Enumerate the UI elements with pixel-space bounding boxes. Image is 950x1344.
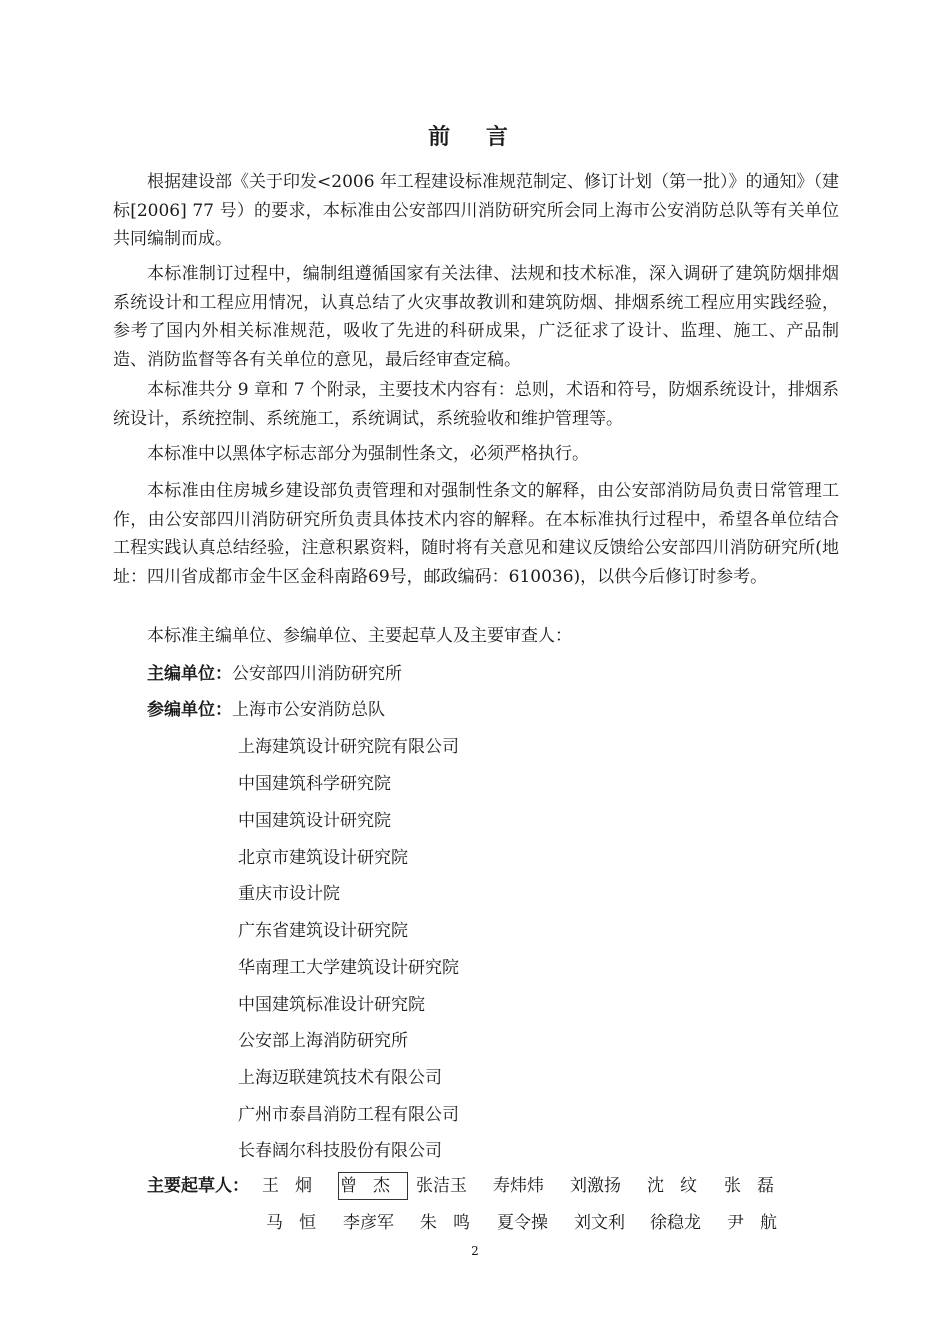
drafter-name: 寿炜炜 bbox=[493, 1176, 544, 1196]
participant-unit: 北京市建筑设计研究院 bbox=[238, 848, 408, 868]
drafter-name: 徐稳龙 bbox=[650, 1213, 701, 1233]
drafter-name: 刘文利 bbox=[574, 1213, 625, 1233]
paragraph-text: 本标准共分 9 章和 7 个附录，主要技术内容有：总则，术语和符号，防烟系统设计，排烟系统设计，系统控制、系统施工，系统调试，系统验收和维护管理等。 bbox=[113, 380, 839, 429]
participant-unit: 广东省建筑设计研究院 bbox=[238, 921, 408, 941]
participants-row bbox=[147, 698, 385, 722]
participant-unit: 华南理工大学建筑设计研究院 bbox=[238, 958, 459, 978]
participant-unit: 中国建筑科学研究院 bbox=[238, 774, 391, 794]
paragraph-text: 根据建设部《关于印发<2006 年工程建设标准规范制定、修订计划（第一批）》的通知》（建标[2006] 77 号）的要求，本标准由公安部四川消防研究所会同上海市公安消防总队等有关单位共同编制而成。 bbox=[113, 172, 839, 250]
paragraph-5 bbox=[113, 477, 839, 592]
participant-unit: 长春阔尔科技股份有限公司 bbox=[238, 1141, 442, 1161]
drafter-name: 尹航 bbox=[727, 1213, 793, 1233]
participant-unit: 公安部上海消防研究所 bbox=[238, 1031, 408, 1051]
page-number: 2 bbox=[471, 1244, 479, 1258]
drafter-name: 刘激扬 bbox=[570, 1176, 621, 1196]
paragraph-4 bbox=[113, 440, 839, 469]
drafter-name: 沈纹 bbox=[647, 1176, 713, 1196]
paragraph-6 bbox=[113, 622, 839, 651]
paragraph-text: 本标准主编单位、参编单位、主要起草人及主要审查人： bbox=[147, 626, 572, 646]
participant-unit: 广州市泰昌消防工程有限公司 bbox=[238, 1105, 459, 1125]
participant-unit: 上海迈联建筑技术有限公司 bbox=[238, 1068, 442, 1088]
paragraph-3 bbox=[113, 376, 839, 433]
paragraph-text: 本标准制订过程中，编制组遵循国家有关法律、法规和技术标准，深入调研了建筑防烟排烟系统设计和工程应用情况，认真总结了火灾事故教训和建筑防烟、排烟系统工程应用实践经验，参考了国内外相关标准规范，吸收了先进的科研成果，广泛征求了设计、监理、施工、产品制造、消防监督等各有关单位的意见，最后经审查定稿。 bbox=[113, 264, 839, 371]
participant-unit: 重庆市设计院 bbox=[238, 884, 340, 904]
chief-editor-label: 主编单位： bbox=[147, 664, 232, 684]
paragraph-text: 本标准由住房城乡建设部负责管理和对强制性条文的解释，由公安部消防局负责日常管理工作，由公安部四川消防研究所负责具体技术内容的解释。在本标准执行过程中，希望各单位结合工程实践认真总结经验，注意积累资料，随时将有关意见和建议反馈给公安部四川消防研究所(地址：四川省成都市金牛区金科南路69号，邮政编码：610036)，以供今后修订时参考。 bbox=[113, 481, 839, 588]
drafter-name: 马恒 bbox=[266, 1213, 332, 1233]
drafter-name: 张磊 bbox=[724, 1176, 790, 1196]
participant-unit: 中国建筑标准设计研究院 bbox=[238, 995, 425, 1015]
paragraph-text: 本标准中以黑体字标志部分为强制性条文，必须严格执行。 bbox=[147, 444, 589, 464]
drafter-name-highlighted: 曾杰 bbox=[340, 1176, 406, 1196]
drafter-name: 张洁玉 bbox=[416, 1176, 467, 1196]
drafter-name: 李彦军 bbox=[343, 1213, 394, 1233]
drafter-name: 朱鸣 bbox=[420, 1213, 486, 1233]
drafter-name: 夏令操 bbox=[497, 1213, 548, 1233]
drafter-name: 王炯 bbox=[262, 1176, 328, 1196]
participant-unit: 上海建筑设计研究院有限公司 bbox=[238, 737, 459, 757]
drafters-label: 主要起草人： bbox=[147, 1176, 249, 1196]
participants-label: 参编单位： bbox=[147, 700, 232, 720]
participant-unit: 上海市公安消防总队 bbox=[232, 700, 385, 720]
paragraph-1 bbox=[113, 168, 839, 254]
page-title: 前 言 bbox=[428, 124, 522, 150]
paragraph-2 bbox=[113, 260, 839, 375]
participant-unit: 中国建筑设计研究院 bbox=[238, 811, 391, 831]
chief-editor-row bbox=[147, 662, 402, 686]
chief-editor-value: 公安部四川消防研究所 bbox=[232, 664, 402, 684]
